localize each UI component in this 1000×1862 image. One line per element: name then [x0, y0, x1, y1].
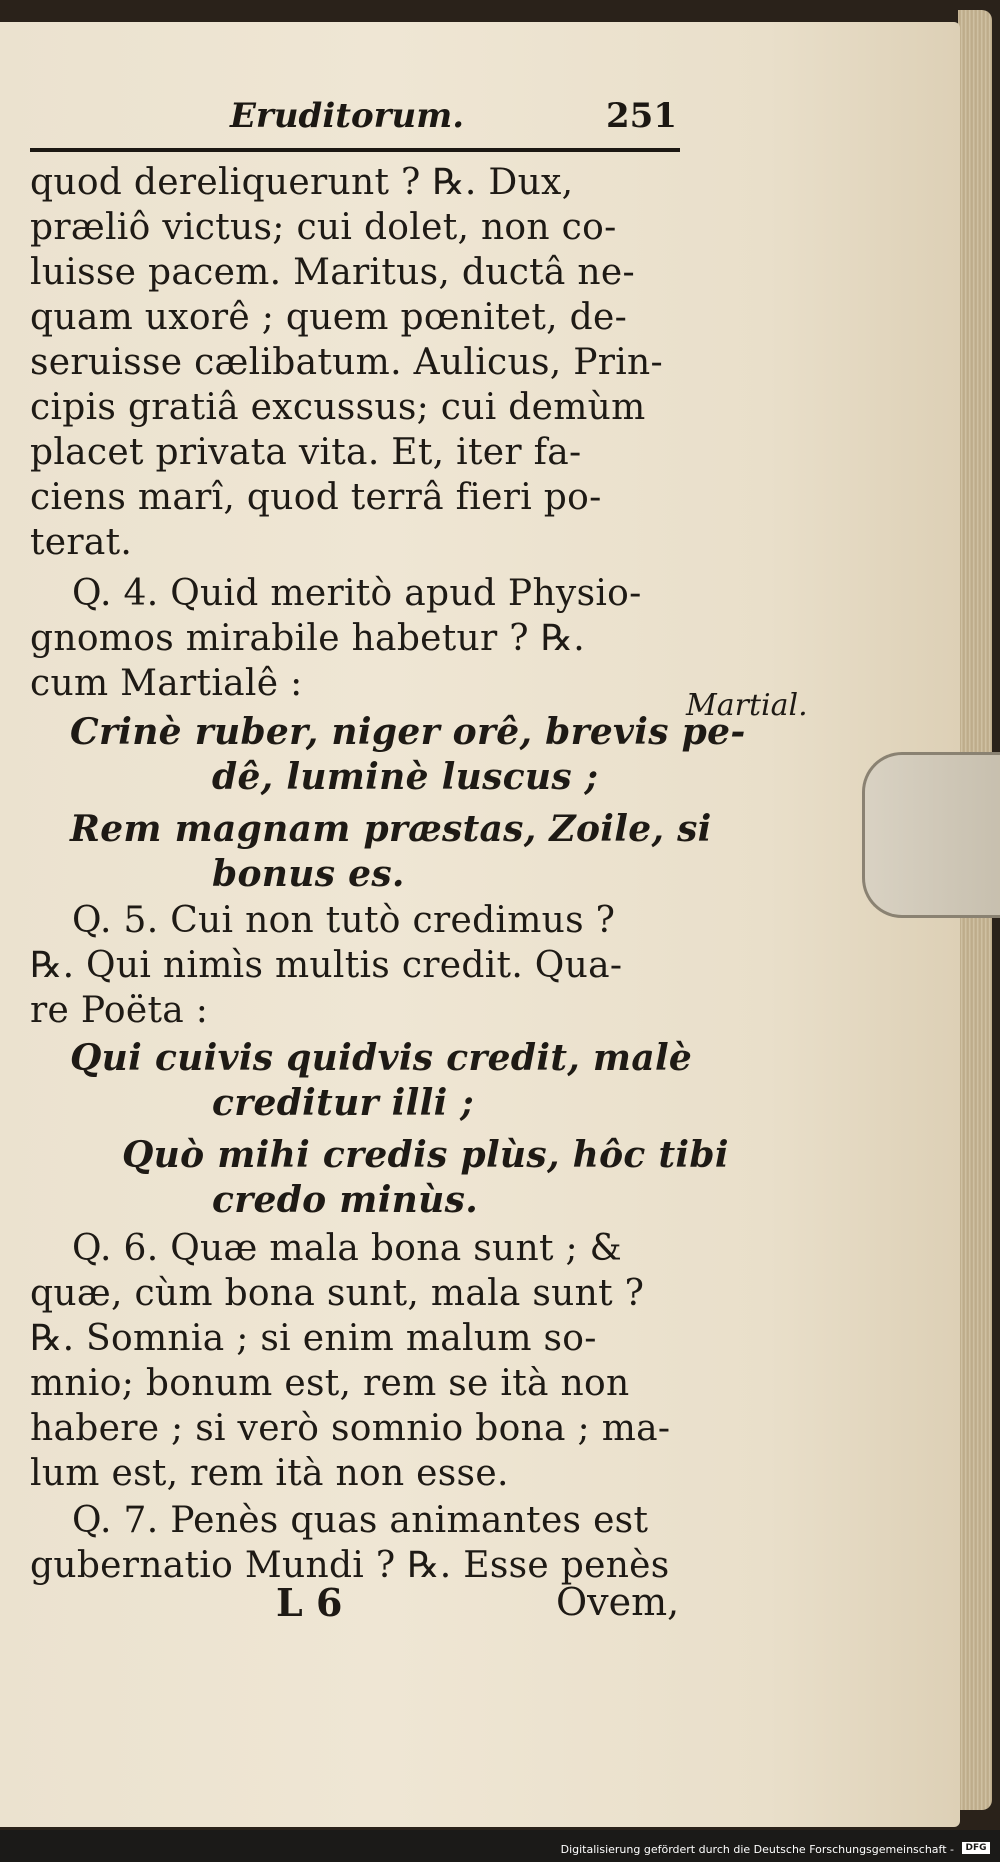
- verse-line: Crinè ruber, niger orê, brevis pe-: [70, 711, 746, 753]
- text-line: placet privata vita. Et, iter fa-: [30, 432, 582, 473]
- verse-line: credo minùs.: [212, 1179, 479, 1221]
- text-line: præliô victus; cui dolet, non co-: [30, 207, 617, 248]
- dfg-logo-icon: DFG: [962, 1842, 990, 1854]
- text-line: re Poëta :: [30, 990, 209, 1031]
- text-line: cum Martialê :: [30, 663, 303, 704]
- footer-credit: Digitalisierung gefördert durch die Deutsche Forschungsgemeinschaft -: [560, 1843, 954, 1856]
- signature-mark: L 6: [276, 1580, 343, 1625]
- bookmark-tab: [862, 752, 1000, 918]
- text-line: Q. 7. Penès quas animantes est: [72, 1500, 649, 1541]
- text-line: terat.: [30, 522, 133, 563]
- text-line: gnomos mirabile habetur ? ℞.: [30, 618, 585, 659]
- verse-line: Rem magnam præstas, Zoile, si: [70, 808, 712, 850]
- verse-line: Qui cuivis quidvis credit, malè: [70, 1037, 693, 1079]
- running-title: Eruditorum.: [230, 96, 465, 136]
- verse-line: dê, luminè luscus ;: [212, 756, 599, 798]
- verse-line: creditur illi ;: [212, 1082, 474, 1124]
- margin-note: Martial.: [686, 688, 808, 723]
- text-line: ciens marî, quod terrâ fieri po-: [30, 477, 602, 518]
- page-number: 251: [606, 96, 677, 136]
- text-line: Q. 6. Quæ mala bona sunt ; &: [72, 1228, 622, 1269]
- text-line: habere ; si verò somnio bona ; ma-: [30, 1408, 671, 1449]
- text-line: quæ, cùm bona sunt, mala sunt ?: [30, 1273, 645, 1314]
- text-line: ℞. Somnia ; si enim malum so-: [30, 1318, 597, 1359]
- text-line: Q. 5. Cui non tutò credimus ?: [72, 900, 616, 941]
- text-line: cipis gratiâ excussus; cui demùm: [30, 387, 646, 428]
- text-line: Q. 4. Quid meritò apud Physio-: [72, 573, 642, 614]
- verse-line: Quò mihi credis plùs, hôc tibi: [122, 1134, 729, 1176]
- header-rule: [30, 148, 680, 152]
- text-line: seruisse cælibatum. Aulicus, Prin-: [30, 342, 664, 383]
- catchword: Ovem,: [556, 1580, 680, 1624]
- text-line: ℞. Qui nimìs multis credit. Qua-: [30, 945, 623, 986]
- text-line: lum est, rem ità non esse.: [30, 1453, 509, 1494]
- text-line: luisse pacem. Maritus, ductâ ne-: [30, 252, 635, 293]
- text-line: quod dereliquerunt ? ℞. Dux,: [30, 162, 574, 203]
- text-line: quam uxorê ; quem pœnitet, de-: [30, 297, 628, 338]
- text-line: mnio; bonum est, rem se ità non: [30, 1363, 630, 1404]
- text-line: gubernatio Mundi ? ℞. Esse penès: [30, 1545, 670, 1586]
- verse-line: bonus es.: [212, 853, 405, 895]
